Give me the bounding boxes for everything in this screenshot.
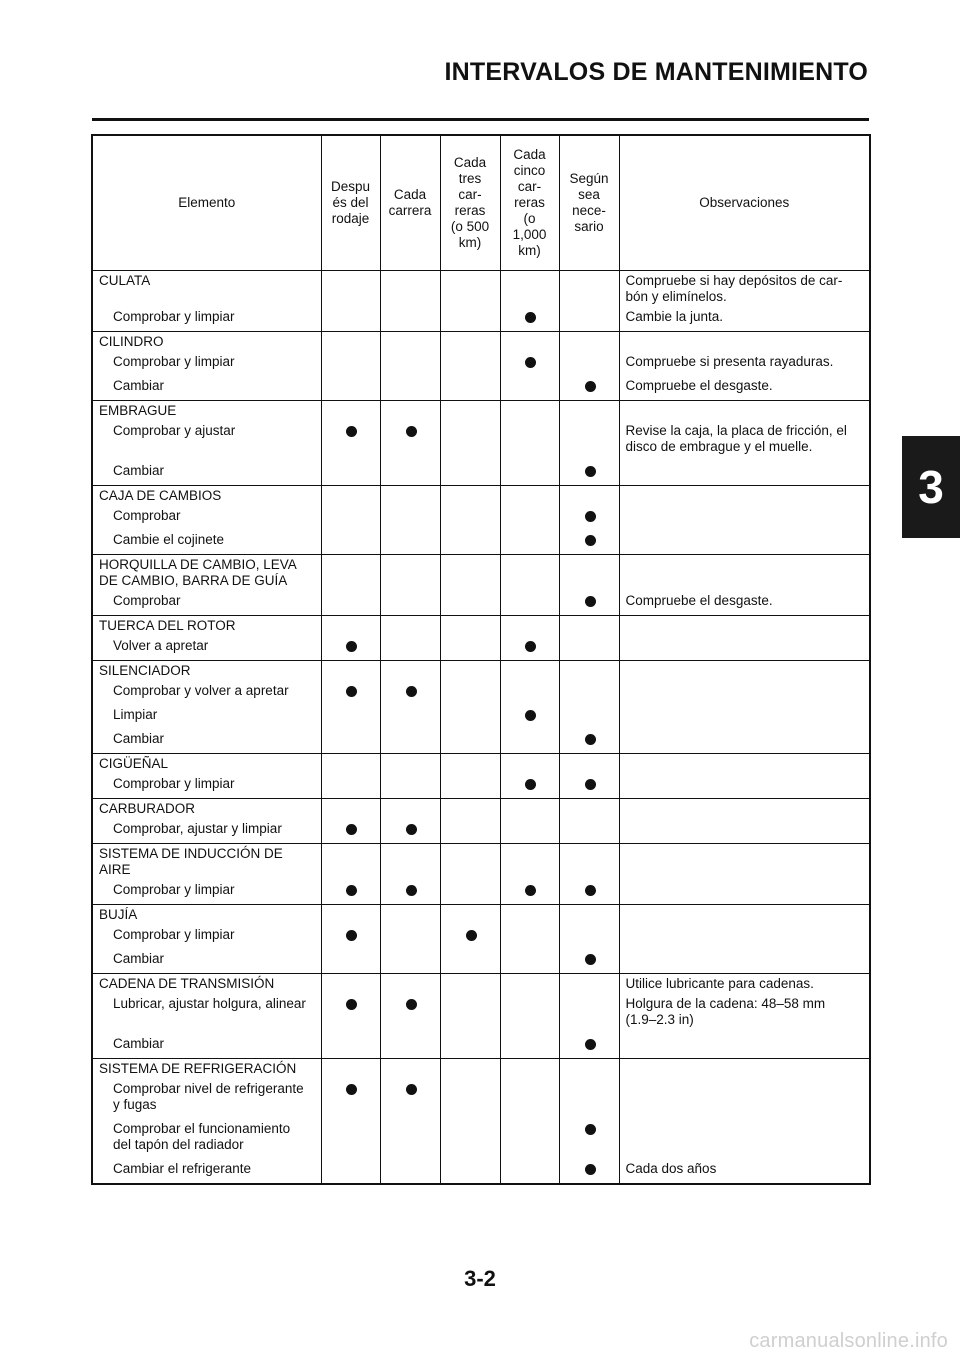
- item-label: Comprobar y ajustar: [113, 423, 236, 438]
- mark-cell: [322, 461, 380, 485]
- group-observation: [620, 616, 870, 636]
- bullet-icon: [585, 734, 596, 745]
- column-header: Elemento: [92, 135, 321, 271]
- table-row: [92, 844, 870, 905]
- mark-cell: [441, 352, 500, 376]
- group-title: TUERCA DEL ROTOR: [99, 618, 236, 633]
- item-label: Comprobar y limpiar: [113, 927, 235, 942]
- mark-cell: [441, 819, 500, 843]
- column-header: Cada tres car- reras (o 500 km): [440, 135, 500, 271]
- mark-cell: [441, 880, 500, 904]
- item-observation: Revise la caja, la placa de fricción, el disco de embrague y el muelle.: [625, 423, 847, 454]
- table-row: [92, 616, 870, 661]
- item-label: Comprobar y limpiar: [113, 776, 235, 791]
- mark-cell: [381, 774, 440, 798]
- group-observation: [620, 799, 870, 819]
- mark-cell: [441, 461, 500, 485]
- mark-cell: [560, 506, 619, 530]
- bullet-icon: [346, 930, 357, 941]
- mark-cell: [501, 774, 559, 798]
- mark-cell: [501, 1119, 559, 1159]
- mark-cell: [441, 1119, 500, 1159]
- mark-cell: [441, 925, 500, 949]
- mark-cell: [322, 506, 380, 530]
- bullet-icon: [585, 1124, 596, 1135]
- bullet-icon: [346, 885, 357, 896]
- item-label: Cambie el cojinete: [113, 532, 225, 547]
- mark-cell: [560, 352, 619, 376]
- column-header: Despu és del rodaje: [321, 135, 380, 271]
- table-row: [92, 799, 870, 844]
- item-observation: [620, 1079, 870, 1119]
- mark-cell: [441, 506, 500, 530]
- mark-cell: [441, 307, 500, 331]
- item-observation: Compruebe el desgaste.: [625, 378, 773, 393]
- item-label: Comprobar: [113, 593, 181, 608]
- mark-cell: [560, 1119, 619, 1159]
- mark-cell: [441, 774, 500, 798]
- mark-cell: [441, 376, 500, 400]
- mark-cell: [381, 705, 440, 729]
- bullet-icon: [346, 999, 357, 1010]
- item-observation: [620, 819, 870, 843]
- mark-cell: [381, 307, 440, 331]
- item-observation: [620, 1119, 870, 1159]
- mark-cell: [501, 461, 559, 485]
- title-rule: [92, 118, 869, 121]
- mark-cell: [381, 530, 440, 554]
- group-observation: [620, 332, 870, 352]
- mark-cell: [441, 530, 500, 554]
- mark-cell: [381, 880, 440, 904]
- item-observation: Cambie la junta.: [625, 309, 724, 324]
- mark-cell: [560, 591, 619, 615]
- mark-cell: [322, 530, 380, 554]
- mark-cell: [441, 705, 500, 729]
- mark-cell: [501, 705, 559, 729]
- mark-cell: [322, 1079, 380, 1119]
- group-observation: [620, 401, 870, 421]
- mark-cell: [560, 376, 619, 400]
- maintenance-table: [91, 134, 871, 1185]
- bullet-icon: [585, 381, 596, 392]
- mark-cell: [560, 530, 619, 554]
- mark-cell: [322, 819, 380, 843]
- group-observation: [620, 486, 870, 506]
- mark-cell: [322, 774, 380, 798]
- bullet-icon: [346, 1084, 357, 1095]
- item-observation: Holgura de la cadena: 48–58 mm (1.9–2.3 in): [625, 996, 826, 1027]
- item-label: Comprobar: [113, 508, 181, 523]
- item-observation: [620, 705, 870, 729]
- table-row: [92, 486, 870, 555]
- mark-cell: [322, 949, 380, 973]
- group-title: CARBURADOR: [99, 801, 196, 816]
- column-header: Según sea nece- sario: [559, 135, 619, 271]
- group-title: CADENA DE TRANSMISIÓN: [99, 976, 275, 991]
- mark-cell: [381, 461, 440, 485]
- mark-cell: [322, 681, 380, 705]
- mark-cell: [381, 421, 440, 461]
- mark-cell: [441, 729, 500, 753]
- mark-cell: [441, 1079, 500, 1119]
- mark-cell: [501, 530, 559, 554]
- mark-cell: [322, 880, 380, 904]
- bullet-icon: [585, 885, 596, 896]
- bullet-icon: [525, 312, 536, 323]
- mark-cell: [560, 880, 619, 904]
- mark-cell: [501, 1159, 559, 1183]
- mark-cell: [441, 681, 500, 705]
- mark-cell: [322, 376, 380, 400]
- mark-cell: [560, 729, 619, 753]
- mark-cell: [501, 591, 559, 615]
- bullet-icon: [525, 710, 536, 721]
- item-label: Cambiar: [113, 378, 165, 393]
- mark-cell: [381, 681, 440, 705]
- mark-cell: [381, 1079, 440, 1119]
- bullet-icon: [346, 426, 357, 437]
- group-observation: [620, 1059, 870, 1079]
- mark-cell: [560, 819, 619, 843]
- group-title: BUJÍA: [99, 907, 138, 922]
- bullet-icon: [585, 1039, 596, 1050]
- mark-cell: [501, 1034, 559, 1058]
- mark-cell: [560, 774, 619, 798]
- bullet-icon: [585, 596, 596, 607]
- group-observation: [620, 754, 870, 774]
- table-row: [92, 1059, 870, 1185]
- bullet-icon: [406, 824, 417, 835]
- item-observation: [620, 530, 870, 554]
- mark-cell: [381, 925, 440, 949]
- bullet-icon: [346, 641, 357, 652]
- mark-cell: [322, 994, 380, 1034]
- mark-cell: [381, 729, 440, 753]
- mark-cell: [501, 376, 559, 400]
- item-label: Comprobar y limpiar: [113, 309, 235, 324]
- mark-cell: [322, 307, 380, 331]
- item-label: Comprobar y volver a apretar: [113, 683, 289, 698]
- mark-cell: [560, 1159, 619, 1183]
- mark-cell: [322, 636, 380, 660]
- item-label: Lubricar, ajustar holgura, alinear: [113, 996, 306, 1011]
- table-row: [92, 555, 870, 616]
- bullet-icon: [525, 641, 536, 652]
- mark-cell: [381, 506, 440, 530]
- page-number: 3-2: [464, 1266, 496, 1291]
- mark-cell: [501, 681, 559, 705]
- group-title: SISTEMA DE REFRIGERACIÓN: [99, 1061, 297, 1076]
- item-label: Volver a apretar: [113, 638, 209, 653]
- mark-cell: [381, 1119, 440, 1159]
- mark-cell: [381, 994, 440, 1034]
- bullet-icon: [525, 885, 536, 896]
- mark-cell: [322, 705, 380, 729]
- table-header-row: [92, 135, 870, 271]
- mark-cell: [381, 1159, 440, 1183]
- chapter-tab: 3: [902, 436, 960, 538]
- page-title: INTERVALOS DE MANTENIMIENTO: [444, 58, 868, 86]
- mark-cell: [441, 949, 500, 973]
- mark-cell: [560, 705, 619, 729]
- bullet-icon: [585, 511, 596, 522]
- mark-cell: [381, 819, 440, 843]
- mark-cell: [501, 949, 559, 973]
- item-observation: [620, 1034, 870, 1058]
- bullet-icon: [406, 999, 417, 1010]
- group-title: HORQUILLA DE CAMBIO, LEVA DE CAMBIO, BARRA DE GUÍA: [99, 557, 297, 588]
- item-observation: [620, 681, 870, 705]
- table-row: [92, 401, 870, 486]
- item-observation: [620, 949, 870, 973]
- bullet-icon: [346, 824, 357, 835]
- group-observation: [620, 555, 870, 591]
- watermark: carmanualsonline.info: [749, 1330, 948, 1352]
- table-row: [92, 905, 870, 974]
- item-observation: [620, 636, 870, 660]
- item-observation: [620, 729, 870, 753]
- table-row: [92, 332, 870, 401]
- item-observation: Compruebe el desgaste.: [625, 593, 773, 608]
- bullet-icon: [406, 885, 417, 896]
- group-title: CAJA DE CAMBIOS: [99, 488, 222, 503]
- mark-cell: [501, 994, 559, 1034]
- mark-cell: [501, 307, 559, 331]
- mark-cell: [322, 352, 380, 376]
- mark-cell: [441, 1159, 500, 1183]
- item-label: Limpiar: [113, 707, 158, 722]
- item-label: Cambiar: [113, 1036, 165, 1051]
- table-row: [92, 661, 870, 754]
- mark-cell: [441, 591, 500, 615]
- group-title: EMBRAGUE: [99, 403, 177, 418]
- item-observation: [620, 880, 870, 904]
- item-label: Comprobar nivel de refrigerante y fugas: [113, 1081, 304, 1112]
- item-label: Cambiar: [113, 951, 165, 966]
- mark-cell: [322, 1159, 380, 1183]
- item-observation: [620, 774, 870, 798]
- bullet-icon: [525, 779, 536, 790]
- mark-cell: [560, 421, 619, 461]
- mark-cell: [322, 729, 380, 753]
- mark-cell: [381, 591, 440, 615]
- group-title: CIGÜEÑAL: [99, 756, 169, 771]
- mark-cell: [381, 949, 440, 973]
- mark-cell: [381, 352, 440, 376]
- mark-cell: [560, 307, 619, 331]
- mark-cell: [322, 421, 380, 461]
- group-observation: [620, 661, 870, 681]
- column-header: Cada cinco car- reras (o 1,000 km): [500, 135, 559, 271]
- group-title: SILENCIADOR: [99, 663, 191, 678]
- table-row: [92, 754, 870, 799]
- bullet-icon: [585, 954, 596, 965]
- mark-cell: [501, 925, 559, 949]
- mark-cell: [441, 1034, 500, 1058]
- item-label: Comprobar y limpiar: [113, 354, 235, 369]
- mark-cell: [560, 681, 619, 705]
- mark-cell: [501, 636, 559, 660]
- item-label: Comprobar y limpiar: [113, 882, 235, 897]
- mark-cell: [381, 376, 440, 400]
- mark-cell: [560, 949, 619, 973]
- bullet-icon: [406, 1084, 417, 1095]
- mark-cell: [560, 1079, 619, 1119]
- bullet-icon: [406, 426, 417, 437]
- column-header: Cada carrera: [380, 135, 440, 271]
- mark-cell: [501, 729, 559, 753]
- mark-cell: [501, 1079, 559, 1119]
- item-label: Cambiar: [113, 463, 165, 478]
- item-observation: [620, 506, 870, 530]
- group-title: CILINDRO: [99, 334, 164, 349]
- mark-cell: [441, 636, 500, 660]
- mark-cell: [501, 352, 559, 376]
- mark-cell: [501, 819, 559, 843]
- mark-cell: [322, 925, 380, 949]
- bullet-icon: [406, 686, 417, 697]
- mark-cell: [560, 636, 619, 660]
- table-row: [92, 974, 870, 1059]
- mark-cell: [322, 1034, 380, 1058]
- group-title: SISTEMA DE INDUCCIÓN DE AIRE: [99, 846, 283, 877]
- bullet-icon: [466, 930, 477, 941]
- table-row: [92, 271, 870, 332]
- item-observation: Compruebe si presenta rayaduras.: [625, 354, 834, 369]
- bullet-icon: [585, 466, 596, 477]
- mark-cell: [322, 591, 380, 615]
- group-observation: [620, 905, 870, 925]
- mark-cell: [381, 636, 440, 660]
- item-observation: [620, 925, 870, 949]
- mark-cell: [560, 1034, 619, 1058]
- item-observation: Cada dos años: [625, 1161, 717, 1176]
- mark-cell: [322, 1119, 380, 1159]
- bullet-icon: [585, 1164, 596, 1175]
- item-label: Cambiar el refrigerante: [113, 1161, 252, 1176]
- group-title: CULATA: [99, 273, 151, 288]
- group-observation: [620, 844, 870, 880]
- group-observation: Utilice lubricante para cadenas.: [625, 976, 814, 991]
- mark-cell: [560, 461, 619, 485]
- item-label: Comprobar el funcionamiento del tapón del radiador: [113, 1121, 291, 1152]
- item-observation: [620, 461, 870, 485]
- mark-cell: [501, 506, 559, 530]
- mark-cell: [560, 925, 619, 949]
- bullet-icon: [525, 357, 536, 368]
- column-header: Observaciones: [619, 135, 870, 271]
- mark-cell: [381, 1034, 440, 1058]
- mark-cell: [441, 994, 500, 1034]
- bullet-icon: [585, 779, 596, 790]
- mark-cell: [501, 880, 559, 904]
- mark-cell: [560, 994, 619, 1034]
- item-label: Cambiar: [113, 731, 165, 746]
- bullet-icon: [346, 686, 357, 697]
- item-label: Comprobar, ajustar y limpiar: [113, 821, 282, 836]
- bullet-icon: [585, 535, 596, 546]
- group-observation: Compruebe si hay depósitos de car- bón y elimínelos.: [625, 273, 843, 304]
- mark-cell: [441, 421, 500, 461]
- mark-cell: [501, 421, 559, 461]
